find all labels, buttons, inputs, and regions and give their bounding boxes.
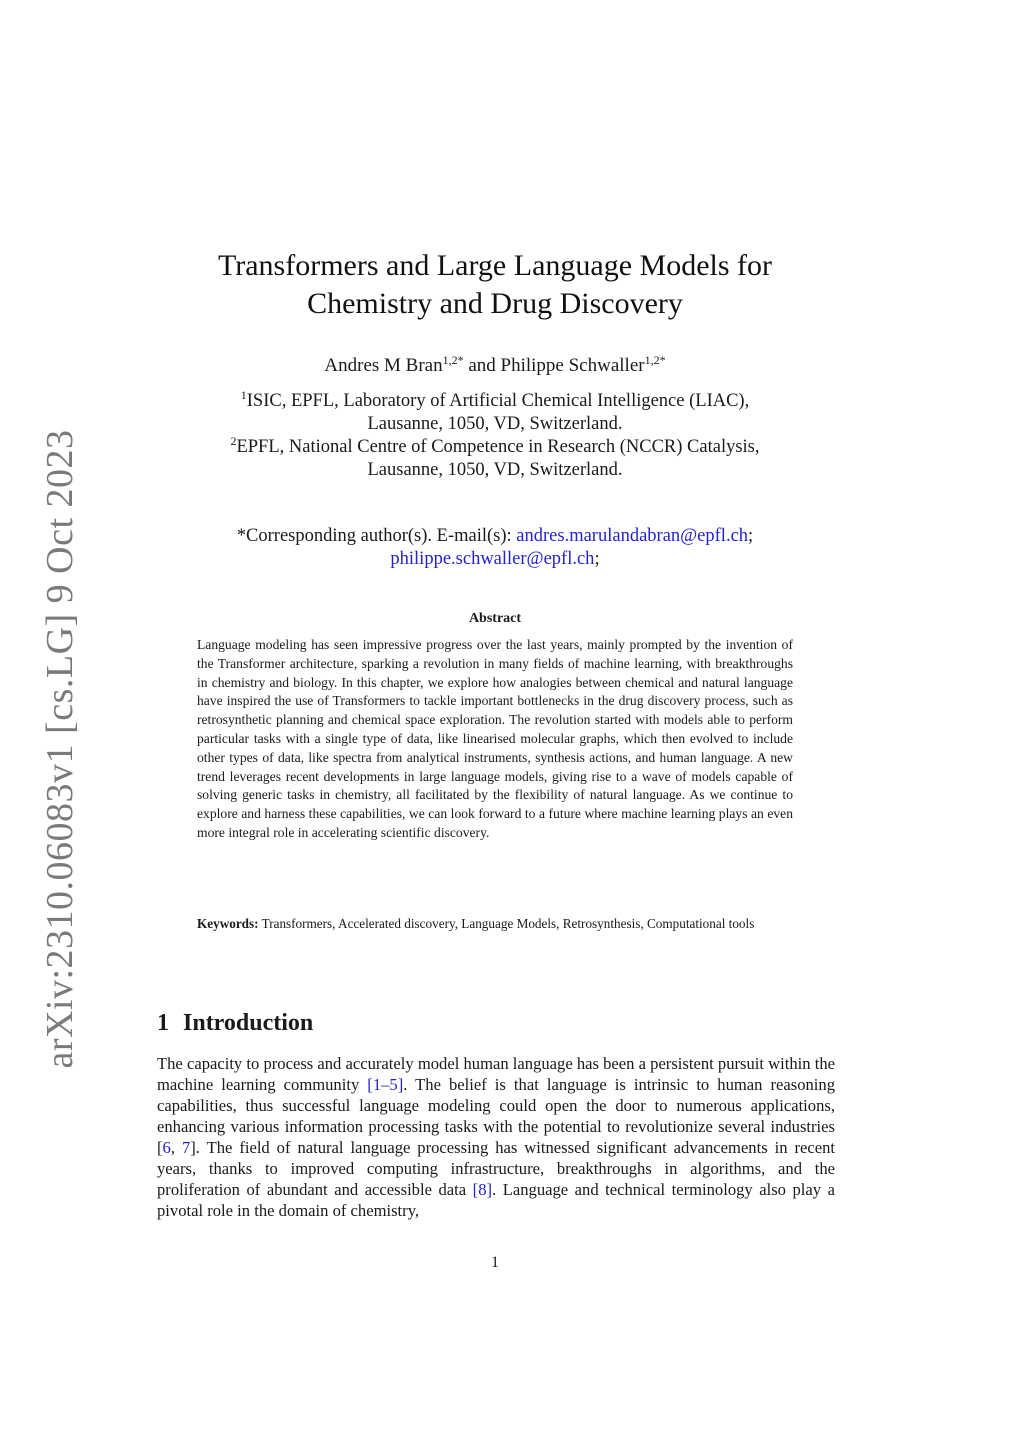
author-affil-marker: 1,2* [442,353,464,367]
section-title: Introduction [183,1010,314,1036]
affil-marker: 2 [230,434,237,448]
abstract-heading: Abstract [468,611,522,626]
author-list [160,354,830,378]
intro-text: . Language and technical terminology also play a pivotal role in the domain of chemistry, [157,1180,835,1220]
author-name: Philippe Schwaller [500,355,645,376]
affil-line: ISIC, EPFL, Laboratory of Artificial Chemical Intelligence (LIAC), [246,391,750,411]
keywords-label: Keywords: [197,916,259,931]
intro-text: The capacity to process and accurately model human language has been a persistent pursuit within the machine learning community [157,1054,835,1094]
keywords-list: Transformers, Accelerated discovery, Language Models, Retrosynthesis, Computational tools [258,916,755,931]
citation-link[interactable]: [8] [472,1180,493,1199]
author-conjunction: and [463,355,501,376]
affiliation-2 [160,436,830,482]
affil-line: Lausanne, 1050, VD, Switzerland. [367,414,623,434]
paper-title [160,247,830,323]
keywords [197,915,793,933]
page-number: 1 [491,1254,499,1271]
citation-link[interactable]: 6 [162,1138,171,1157]
citation-separator: , [170,1138,182,1157]
section-heading [157,1010,313,1037]
affil-line: Lausanne, 1050, VD, Switzerland. [367,460,623,480]
title-line-2: Chemistry and Drug Discovery [307,287,683,320]
author-name: Andres M Bran [324,355,443,376]
citation-link[interactable]: 7 [181,1138,191,1157]
abstract-text: Language modeling has seen impressive progress over the last years, mainly prompted by the invention of the Transformer architecture, sparking a revolution in many fields of machine learning, with breakthroughs in chemistry and biology. In this chapter, we explore how analogies between chemical and natural language have inspired the use of Transformers to tackle important bottlenecks in the drug discovery process, such as retrosynthetic planning and chemical space exploration. The revolution started with models able to perform particular tasks with a single type of data, like linearised molecular graphs, which then evolved to include other types of data, like spectra from analytical instruments, synthesis actions, and human language. A new trend leverages recent developments in large language models, giving rise to a wave of models capable of solving generic tasks in chemistry, all facilitated by the flexibility of natural language. As we continue to explore and harness these capabilities, we can look forward to a future where machine learning plays an even more integral role in accelerating scientific discovery. [197,637,793,840]
email-link-2[interactable]: philippe.schwaller@epfl.ch [390,549,595,569]
email-separator: ; [594,549,600,569]
intro-paragraph [157,1053,835,1221]
author-affil-marker: 1,2* [644,353,666,367]
affiliation-1 [160,390,830,436]
correspondence-label: *Corresponding author(s). E-mail(s): [236,526,517,546]
email-separator: ; [748,526,754,546]
citation-link[interactable]: [1–5] [367,1075,404,1094]
affiliations [160,390,830,482]
citation-bracket: [ [157,1138,163,1157]
intro-text: . The field of natural language processing has witnessed significant advancements in recent years, thanks to improved computing infrastructure, breakthroughs in algorithms, and the proliferation of abundant and accessible data [157,1138,836,1199]
section-number: 1 [157,1010,169,1036]
citation-bracket: ] [190,1138,196,1157]
correspondence [160,525,830,571]
affil-line: EPFL, National Centre of Competence in Research (NCCR) Catalysis, [236,437,760,457]
arxiv-identifier-stamp: arXiv:2310.06083v1 [cs.LG] 9 Oct 2023 [39,429,81,1069]
intro-text: . The belief is that language is intrinsic to human reasoning capabilities, thus successful language modeling could open the door to numerous applications, enhancing various information processing tasks with the potential to revolutionize several industries [157,1075,835,1136]
email-link-1[interactable]: andres.marulandabran@epfl.ch [516,526,749,546]
affil-marker: 1 [240,388,247,402]
title-line-1: Transformers and Large Language Models for [217,249,773,282]
